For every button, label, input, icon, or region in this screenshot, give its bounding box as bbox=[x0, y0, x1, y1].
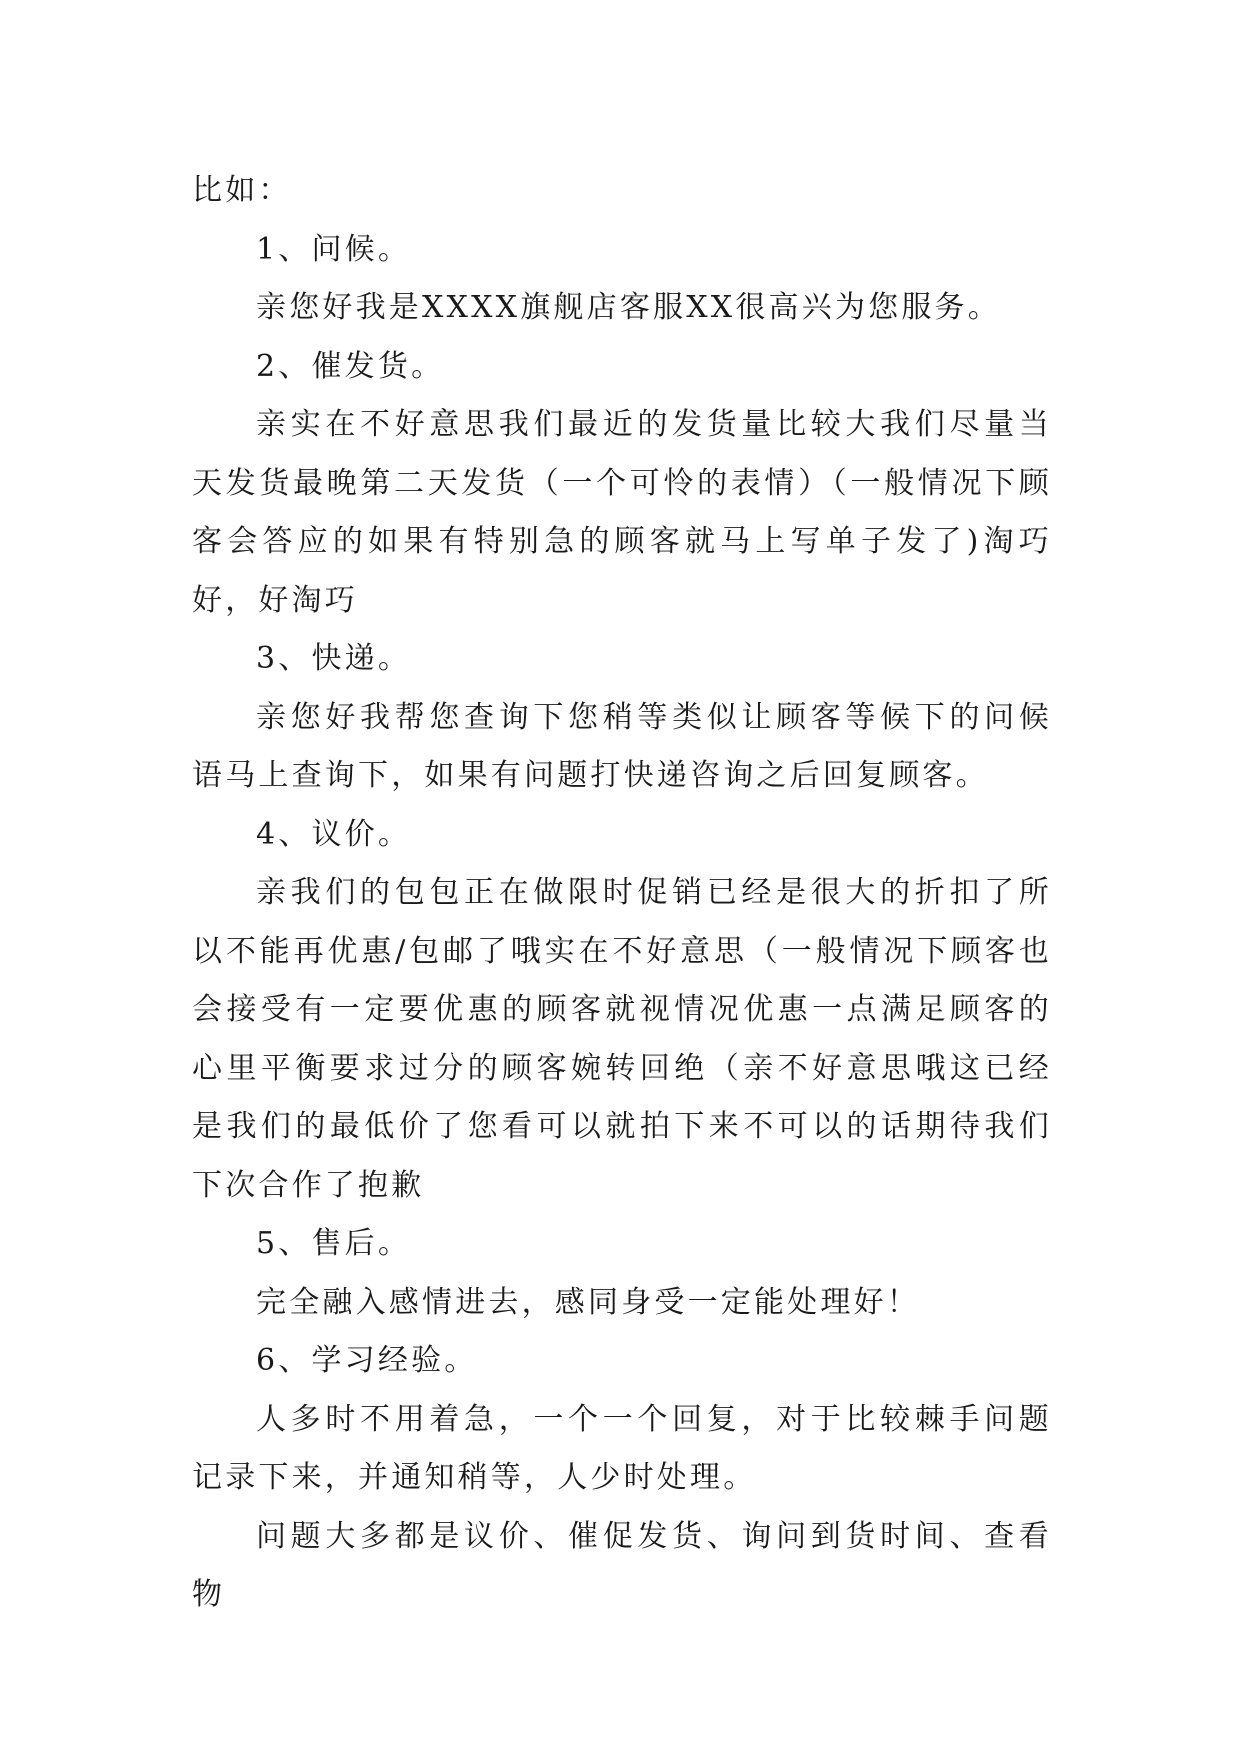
heading-express: 3、快递。 bbox=[256, 641, 412, 676]
learn-experience-paragraph: 人多时不用着急，一个一个回复，对于比较棘手问题记录下来，并通知稍等，人少时处理。 bbox=[192, 1401, 1052, 1495]
document-page bbox=[192, 162, 1052, 1625]
heading-after-sales: 5、售后。 bbox=[256, 1226, 412, 1261]
intro-paragraph: 比如： bbox=[192, 173, 292, 208]
after-sales-paragraph: 完全融入感情进去，感同身受一定能处理好！ bbox=[256, 1284, 920, 1320]
heading-learn-experience: 6、学习经验。 bbox=[256, 1343, 478, 1378]
heading-urge-shipping: 2、催发货。 bbox=[256, 348, 445, 384]
bargain-paragraph: 亲我们的包包正在做限时促销已经是很大的折扣了所以不能再优惠/包邮了哦实在不好意思（一般情况下顾客也会接受有一定要优惠的顾客就视情况优惠一点满足顾客的心里平衡要求过分的顾客婉转回绝（亲不好意思哦这已经是我们的最低价了您看可以就拍下来不可以的话期待我们下次合作了抱歉 bbox=[192, 875, 1052, 1203]
heading-greeting: 1、问候。 bbox=[256, 231, 412, 267]
greeting-paragraph: 亲您好我是XXXX旗舰店客服XX很高兴为您服务。 bbox=[256, 290, 1001, 325]
heading-bargain: 4、议价。 bbox=[256, 816, 412, 852]
express-paragraph: 亲您好我帮您查询下您稍等类似让顾客等候下的问候语马上查询下，如果有问题打快递咨询之后回复顾客。 bbox=[192, 699, 1052, 793]
common-issues-paragraph: 问题大多都是议价、催促发货、询问到货时间、查看物 bbox=[192, 1518, 1052, 1612]
urge-shipping-paragraph: 亲实在不好意思我们最近的发货量比较大我们尽量当天发货最晚第二天发货（一个可怜的表情）（一般情况下顾客会答应的如果有特别急的顾客就马上写单子发了)淘巧好，好淘巧 bbox=[192, 407, 1052, 618]
